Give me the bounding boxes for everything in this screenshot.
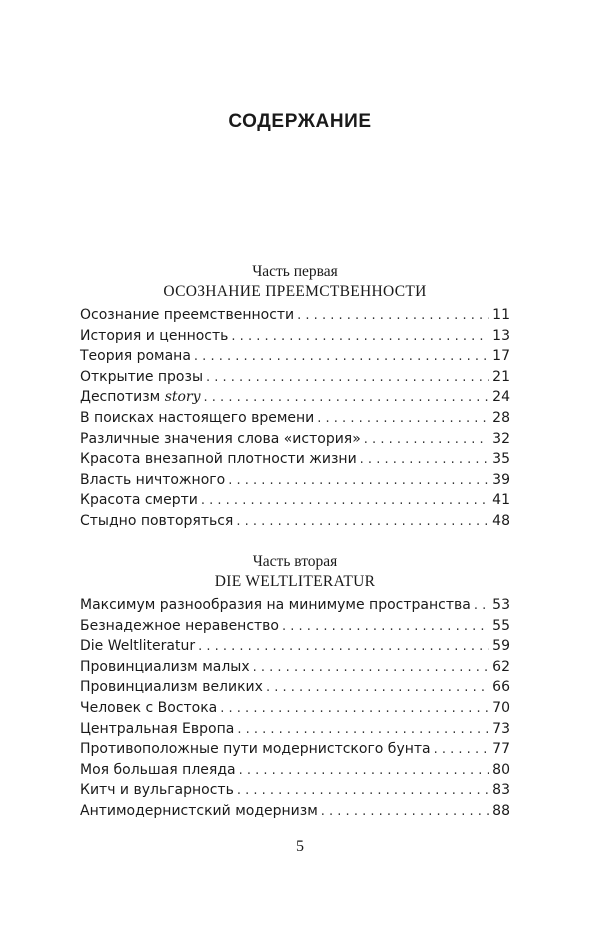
toc-entry[interactable]: [80, 305, 510, 326]
toc-entry-page: 39: [492, 471, 510, 488]
toc-entry-page: 13: [492, 327, 510, 344]
dot-leader: [204, 388, 490, 409]
toc-entry[interactable]: [80, 698, 510, 719]
toc-list: [80, 305, 510, 532]
toc-entry-page: 77: [492, 741, 510, 758]
toc-part-1: [80, 262, 510, 532]
toc-entry-title: Власть ничтожного: [80, 471, 226, 488]
toc-entry-page: 11: [492, 307, 510, 323]
toc-entry-page: 21: [492, 368, 510, 385]
dot-leader: [474, 596, 489, 617]
toc-entry[interactable]: [80, 616, 510, 637]
dot-leader: [266, 678, 489, 699]
toc-entry-page: 88: [492, 802, 510, 819]
toc-entry-title: Китч и вульгарность: [80, 782, 234, 799]
toc-entry[interactable]: [80, 511, 510, 532]
toc-list: [80, 595, 510, 822]
toc-entry[interactable]: [80, 326, 510, 347]
dot-leader: [321, 802, 489, 823]
part-subtitle: DIE WELTLITERATUR: [214, 573, 376, 590]
toc-entry[interactable]: [80, 780, 510, 801]
toc-entry-title: Die Weltliteratur: [80, 638, 196, 655]
toc-entry-title: Человек с Востока: [80, 699, 218, 716]
toc-entry-page: 35: [492, 451, 510, 468]
toc-entry-title: Провинциализм великих: [80, 679, 263, 696]
dot-leader: [297, 306, 489, 327]
part-subtitle: ОСОЗНАНИЕ ПРЕЕМСТВЕННОСТИ: [163, 283, 427, 300]
toc-entry[interactable]: [80, 760, 510, 781]
part-title: Часть первая: [252, 263, 338, 280]
dot-leader: [194, 347, 489, 368]
dot-leader: [282, 617, 489, 638]
page-number: 5: [296, 838, 304, 855]
toc-entry-page: 17: [492, 348, 510, 365]
toc-entry[interactable]: [80, 801, 510, 822]
toc-entry-page: 24: [492, 389, 510, 406]
toc-entry-page: 48: [492, 512, 510, 529]
dot-leader: [201, 491, 489, 512]
toc-entry[interactable]: [80, 490, 510, 511]
dot-leader: [231, 327, 489, 348]
toc-entry[interactable]: [80, 429, 510, 450]
toc-entry[interactable]: [80, 449, 510, 470]
toc-entry-page: 53: [492, 597, 510, 613]
part-title: Часть вторая: [252, 553, 338, 570]
toc-entry-title: Антимодернистский модернизм: [80, 802, 318, 819]
dot-leader: [360, 450, 490, 471]
toc-entry[interactable]: [80, 657, 510, 678]
toc-entry-page: 32: [492, 430, 510, 447]
dot-leader: [220, 699, 489, 720]
toc-entry[interactable]: [80, 719, 510, 740]
toc-entry-page: 41: [492, 492, 510, 509]
toc-entry-page: 59: [492, 638, 510, 655]
dot-leader: [434, 740, 490, 761]
toc-entry-title: Противоположные пути модернистского бунта: [80, 741, 431, 758]
toc-entry-page: 80: [492, 761, 510, 778]
toc-entry-title: Красота внезапной плотности жизни: [80, 451, 357, 468]
toc-entry-page: 28: [492, 409, 510, 426]
toc-entry[interactable]: [80, 739, 510, 760]
toc-entry-page: 83: [492, 782, 510, 799]
toc-entry-page: 66: [492, 679, 510, 696]
toc-entry-page: 73: [492, 720, 510, 737]
toc-entry[interactable]: [80, 677, 510, 698]
toc-entry[interactable]: [80, 470, 510, 491]
dot-leader: [237, 720, 489, 741]
toc-entry-page: 55: [492, 617, 510, 634]
toc-entry-title: Безнадежное неравенство: [80, 617, 280, 634]
dot-leader: [364, 430, 489, 451]
dot-leader: [198, 637, 489, 658]
toc-entry[interactable]: [80, 408, 510, 429]
toc-entry[interactable]: [80, 595, 510, 616]
toc-entry-title-italic: story: [164, 389, 201, 406]
toc-entry-title: Открытие прозы: [80, 368, 203, 385]
toc-entry-page: 70: [492, 699, 510, 716]
dot-leader: [253, 658, 490, 679]
dot-leader: [237, 781, 489, 802]
toc-entry-title: [80, 387, 204, 408]
dot-leader: [317, 409, 489, 430]
toc-part-2: [80, 552, 510, 822]
toc-entry-title: Различные значения слова «история»: [80, 430, 361, 447]
toc-entry[interactable]: [80, 636, 510, 657]
dot-leader: [236, 512, 489, 533]
toc-entry-title: Красота смерти: [80, 492, 198, 509]
toc-entry-title: В поисках настоящего времени: [80, 409, 315, 426]
toc-entry-title: История и ценность: [80, 327, 229, 344]
toc-entry-title: Осознание преемственности: [80, 307, 295, 323]
dot-leader: [239, 761, 490, 782]
toc-entry[interactable]: [80, 346, 510, 367]
dot-leader: [228, 471, 489, 492]
toc-entry-page: 62: [492, 658, 510, 675]
toc-entry[interactable]: [80, 387, 510, 408]
toc-entry-title: Стыдно повторяться: [80, 512, 234, 529]
toc-entry-title: Провинциализм малых: [80, 658, 250, 675]
toc-entry-title: Моя большая плеяда: [80, 761, 236, 778]
dot-leader: [206, 368, 489, 389]
toc-entry-title: Центральная Европа: [80, 720, 235, 737]
toc-entry-title-roman: Деспотизм: [80, 389, 161, 406]
toc-entry[interactable]: [80, 367, 510, 388]
toc-entry-title: Теория романа: [80, 348, 191, 365]
page-title: СОДЕРЖАНИЕ: [228, 111, 372, 132]
toc-entry-title: Максимум разнообразия на минимуме пространства: [80, 597, 471, 613]
